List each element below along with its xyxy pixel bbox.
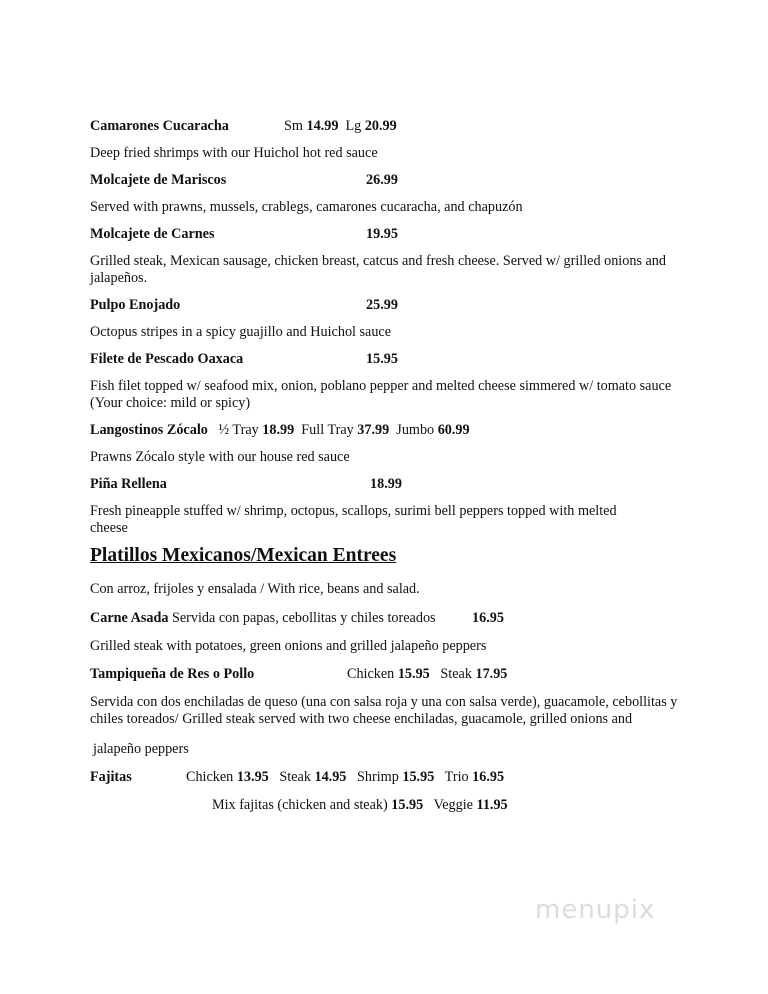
item-name: Carne Asada xyxy=(90,610,169,626)
item-price: 60.99 xyxy=(437,422,470,438)
item-description: Fish filet topped w/ seafood mix, onion, poblano pepper and melted cheese simmered w/ tomato sauce (Your choice: mild or spicy) xyxy=(90,378,672,411)
item-name: Langostinos Zócalo xyxy=(90,422,208,438)
item-price: 18.99 xyxy=(370,476,402,492)
item-price: 26.99 xyxy=(366,172,398,188)
size-label: Sm xyxy=(284,118,303,134)
item-name: Tampiqueña de Res o Pollo xyxy=(90,666,255,682)
item-price: 11.95 xyxy=(476,797,508,813)
item-price: 16.95 xyxy=(472,610,504,626)
section-title: Platillos Mexicanos/Mexican Entrees xyxy=(90,545,397,566)
item-price: 18.99 xyxy=(262,422,295,438)
item-name: Filete de Pescado Oaxaca xyxy=(90,351,244,367)
item-price-options xyxy=(212,797,508,814)
option-label: Mix fajitas (chicken and steak) xyxy=(212,797,388,813)
item-description: Prawns Zócalo style with our house red sauce xyxy=(90,449,350,465)
item-price: 15.95 xyxy=(391,797,424,813)
option-label: Steak xyxy=(440,666,472,682)
item-price-options xyxy=(186,769,504,786)
item-name: Piña Rellena xyxy=(90,476,167,492)
option-label: Steak xyxy=(279,769,311,785)
item-price: 14.95 xyxy=(314,769,347,785)
item-subtitle: Servida con papas, cebollitas y chiles toreados xyxy=(171,610,436,626)
option-label: Shrimp xyxy=(357,769,399,785)
item-name: Pulpo Enojado xyxy=(90,297,181,313)
item-description: Octopus stripes in a spicy guajillo and Huichol sauce xyxy=(90,324,392,340)
item-description: Servida con dos enchiladas de queso (una con salsa roja y una con salsa verde), guacamole, cebollitas y chiles toreados/ Grilled steak served with two cheese enchiladas, guacamole, grilled onions and xyxy=(90,694,678,727)
item-name: Camarones Cucaracha xyxy=(90,118,229,134)
item-price: 19.95 xyxy=(366,226,398,242)
item-price: 37.99 xyxy=(357,422,390,438)
item-price: 20.99 xyxy=(364,118,397,134)
item-description: Deep fried shrimps with our Huichol hot red sauce xyxy=(90,145,378,161)
size-label: Jumbo xyxy=(396,422,435,438)
option-label: Chicken xyxy=(347,666,395,682)
item-price: 15.95 xyxy=(397,666,430,682)
item-description: Fresh pineapple stuffed w/ shrimp, octopus, scallops, surimi bell peppers topped with melted cheese xyxy=(90,503,617,536)
item-price-options xyxy=(347,666,507,683)
item-price: 14.99 xyxy=(306,118,339,134)
option-label: Trio xyxy=(444,769,469,785)
item-description-cont: jalapeño peppers xyxy=(93,741,189,757)
item-price: 16.95 xyxy=(472,769,505,785)
size-label: Lg xyxy=(345,118,362,134)
item-name: Molcajete de Carnes xyxy=(90,226,215,242)
item-price: 15.95 xyxy=(402,769,435,785)
item-name: Molcajete de Mariscos xyxy=(90,172,227,188)
item-name: Fajitas xyxy=(90,769,132,785)
item-price: 15.95 xyxy=(366,351,398,367)
option-label: Chicken xyxy=(186,769,234,785)
item-price: 25.99 xyxy=(366,297,398,313)
watermark-logo: menupix xyxy=(535,895,656,925)
size-label: ½ Tray xyxy=(218,422,259,438)
item-row-carne-asada xyxy=(90,610,436,627)
item-description: Grilled steak with potatoes, green onions and grilled jalapeño peppers xyxy=(90,638,487,654)
item-price-options xyxy=(284,118,397,135)
item-description: Grilled steak, Mexican sausage, chicken breast, catcus and fresh cheese. Served w/ grilled onions and jalapeños. xyxy=(90,253,666,286)
section-intro: Con arroz, frijoles y ensalada / With rice, beans and salad. xyxy=(90,581,420,597)
option-label: Veggie xyxy=(433,797,473,813)
size-label: Full Tray xyxy=(301,422,354,438)
item-price: 13.95 xyxy=(236,769,269,785)
item-price: 17.95 xyxy=(475,666,508,682)
item-row-langostinos xyxy=(90,422,470,439)
item-description: Served with prawns, mussels, crablegs, camarones cucaracha, and chapuzón xyxy=(90,199,523,215)
